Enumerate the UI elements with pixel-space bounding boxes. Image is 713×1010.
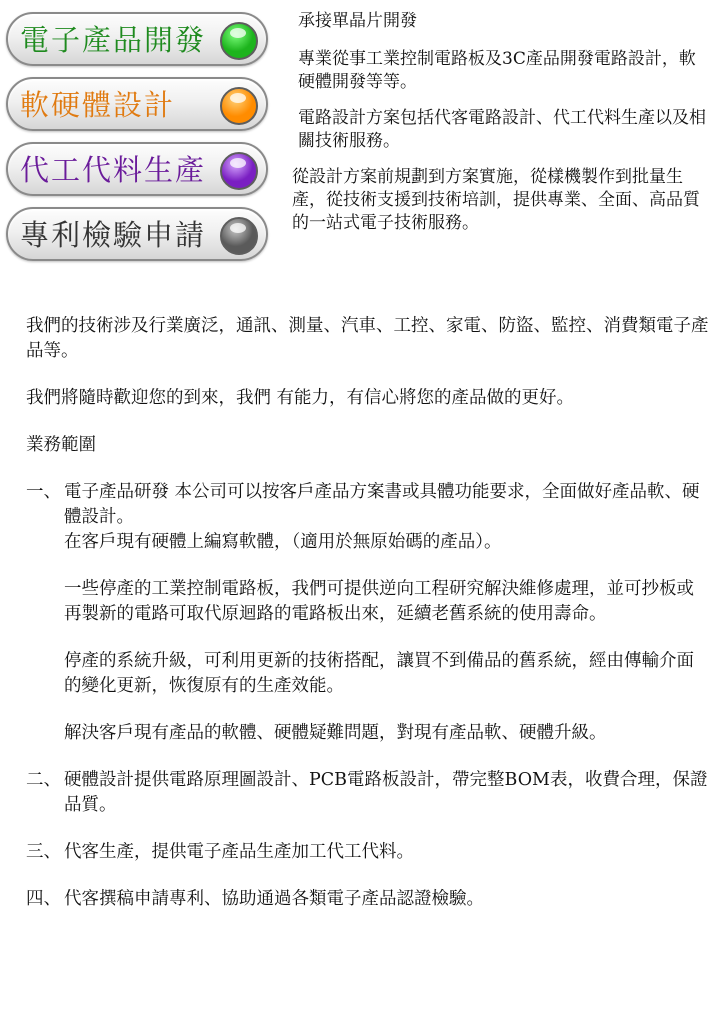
item-text: 解決客戶現有產品的軟體、硬體疑難問題，對現有產品軟、硬體升級。 [64, 723, 607, 743]
green-ball-icon [220, 22, 258, 60]
menu-button-label: 代工代料生產 [20, 153, 207, 187]
service-item [26, 840, 710, 865]
gray-ball-icon [220, 217, 258, 255]
item-number: 四、 [26, 889, 61, 909]
menu-button-patent-inspection[interactable] [6, 207, 268, 261]
orange-ball-icon [220, 87, 258, 125]
item-number: 二、 [26, 770, 61, 790]
menu-button-label: 電子產品開發 [20, 23, 207, 57]
item-number: 一、 [26, 482, 61, 502]
menu-button-product-development[interactable] [6, 12, 268, 66]
menu-button-software-hardware-design[interactable] [6, 77, 268, 131]
item-number: 三、 [26, 842, 61, 862]
service-menu [6, 12, 268, 272]
section-title: 業務範圍 [26, 435, 96, 455]
service-item [26, 887, 710, 912]
welcome-paragraph: 我們將隨時歡迎您的到來，我們 有能力，有信心將您的產品做的更好。 [26, 388, 575, 408]
intro-paragraph: 從設計方案前規劃到方案實施，從樣機製作到批量生產，從技術支援到技術培訓，提供專業、全面、高品質的一站式電子技術服務。 [292, 167, 700, 233]
item-text: 硬體設計提供電路原理圖設計、PCB電路板設計，帶完整BOM表，收費合理，保證品質。 [64, 770, 708, 815]
menu-button-label: 軟硬體設計 [20, 88, 176, 122]
service-item [26, 768, 710, 818]
item-text: 在客戶現有硬體上編寫軟體，（適用於無原始碼的產品）。 [64, 532, 502, 552]
purple-ball-icon [220, 152, 258, 190]
intro-section [292, 10, 708, 248]
menu-button-oem-production[interactable] [6, 142, 268, 196]
menu-button-label: 專利檢驗申請 [20, 218, 207, 252]
industries-paragraph: 我們的技術涉及行業廣泛，通訊、測量、汽車、工控、家電、防盜、監控、消費類電子產品等。 [26, 316, 709, 361]
item-text: 代客撰稿申請專利、協助通過各類電子產品認證檢驗。 [64, 889, 484, 909]
item-text: 停產的系統升級，可利用更新的技術搭配，讓買不到備品的舊系統，經由傳輸介面的變化更新，恢復原有的生產效能。 [64, 651, 694, 696]
service-item [26, 480, 710, 746]
item-text: 代客生產，提供電子產品生產加工代工代料。 [64, 842, 414, 862]
intro-heading: 承接單晶片開發 [298, 11, 417, 31]
item-text: 一些停產的工業控制電路板，我們可提供逆向工程研究解決維修處理，並可抄板或再製新的電路可取代原迴路的電路板出來，延續老舊系統的使用壽命。 [64, 579, 694, 624]
main-content [26, 314, 710, 934]
item-text: 電子產品研發 本公司可以按客戶產品方案書或具體功能要求，全面做好產品軟、硬體設計。 [64, 482, 700, 527]
intro-paragraph: 電路設計方案包括代客電路設計、代工代料生產以及相關技術服務。 [298, 108, 706, 151]
intro-paragraph: 專業從事工業控制電路板及3C產品開發電路設計，軟硬體開發等等。 [298, 49, 696, 92]
